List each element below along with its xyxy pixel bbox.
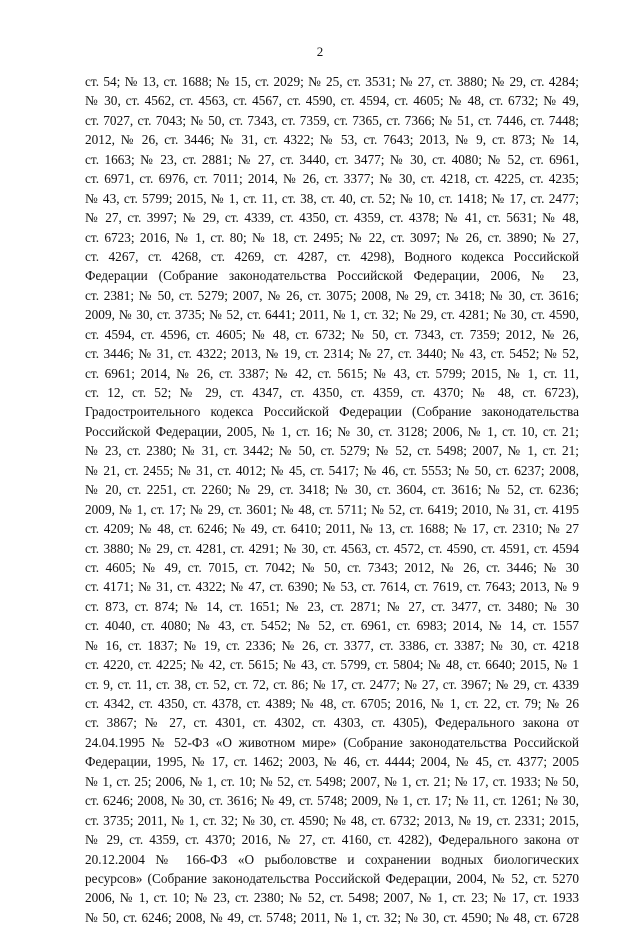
text-line: № 20, ст. 2251, ст. 2260; № 29, ст. 3418; № 30, ст. 3604, ст. 3616; № 52, ст. 6236;: [85, 482, 579, 498]
text-line: № 16, ст. 1837; № 19, ст. 2336; № 26, ст. 3377, ст. 3386, ст. 3387; № 30, ст. 4218: [85, 637, 579, 653]
text-line: ст. 873, ст. 874; № 14, ст. 1651; № 23, ст. 2871; № 27, ст. 3477, ст. 3480; № 30: [85, 598, 579, 614]
text-line: ст. 2381; № 50, ст. 5279; 2007, № 26, ст. 3075; 2008, № 29, ст. 3418; № 30, ст. 3616;: [85, 287, 579, 303]
text-line: ст. 4040, ст. 4080; № 43, ст. 5452; № 52, ст. 6961, ст. 6983; 2014, № 14, ст. 1557: [85, 618, 579, 634]
text-line: № 27, ст. 3997; № 29, ст. 4339, ст. 4350, ст. 4359, ст. 4378; № 41, ст. 5631; № 48,: [85, 210, 579, 226]
text-line: 2009, № 1, ст. 17; № 29, ст. 3601; № 48, ст. 5711; № 52, ст. 6419; 2010, № 31, ст. 4195: [85, 501, 579, 517]
text-line: № 21, ст. 2455; № 31, ст. 4012; № 45, ст. 5417; № 46, ст. 5553; № 50, ст. 6237; 2008,: [85, 462, 579, 478]
text-line: ст. 3446; № 31, ст. 4322; 2013, № 19, ст. 2314; № 27, ст. 3440; № 43, ст. 5452; № 52,: [85, 346, 579, 362]
text-line: Градостроительного кодекса Российской Федерации (Собрание законодательства: [85, 404, 579, 420]
text-line: № 29, ст. 4359, ст. 4370; 2016, № 27, ст. 4160, ст. 4282), Федерального закона от: [85, 832, 579, 848]
text-line: ст. 6971, ст. 6976, ст. 7011; 2014, № 26, ст. 3377; № 30, ст. 4218, ст. 4225, ст. 4235;: [85, 171, 579, 187]
text-line: Федерации (Собрание законодательства Российской Федерации, 2006, № 23,: [85, 268, 579, 284]
text-line: ст. 3880; № 29, ст. 4281, ст. 4291; № 30, ст. 4563, ст. 4572, ст. 4590, ст. 4591, ст. 4594: [85, 540, 579, 556]
page-number: 2: [316, 44, 324, 59]
text-line: № 50, ст. 6246; 2008, № 49, ст. 5748; 2011, № 1, ст. 32; № 30, ст. 4590; № 48, ст. 6728: [85, 909, 579, 925]
text-line: ст. 4209; № 48, ст. 6246; № 49, ст. 6410; 2011, № 13, ст. 1688; № 17, ст. 2310; № 27: [85, 521, 579, 537]
text-line: ст. 6723; 2016, № 1, ст. 80; № 18, ст. 2495; № 22, ст. 3097; № 26, ст. 3890; № 27,: [85, 229, 579, 245]
text-line: № 30, ст. 4562, ст. 4563, ст. 4567, ст. 4590, ст. 4594, ст. 4605; № 48, ст. 6732; № 49,: [85, 93, 579, 109]
text-line: ресурсов» (Собрание законодательства Российской Федерации, 2004, № 52, ст. 5270: [85, 870, 579, 886]
text-line: 2006, № 1, ст. 10; № 23, ст. 2380; № 52, ст. 5498; 2007, № 1, ст. 23; № 17, ст. 1933: [85, 890, 579, 906]
text-line: ст. 12, ст. 52; № 29, ст. 4347, ст. 4350, ст. 4359, ст. 4370; № 48, ст. 6723),: [85, 385, 579, 400]
text-line: ст. 4171; № 31, ст. 4322; № 47, ст. 6390; № 53, ст. 7614, ст. 7619, ст. 7643; 2013, № 9: [85, 579, 579, 595]
text-line: 2009, № 30, ст. 3735; № 52, ст. 6441; 2011, № 1, ст. 32; № 29, ст. 4281; № 30, ст. 4590,: [85, 307, 579, 323]
text-line: ст. 4220, ст. 4225; № 42, ст. 5615; № 43, ст. 5799, ст. 5804; № 48, ст. 6640; 2015, № 1: [85, 657, 579, 673]
text-line: ст. 3735; 2011, № 1, ст. 32; № 30, ст. 4590; № 48, ст. 6732; 2013, № 19, ст. 2331; 2015,: [85, 812, 579, 828]
body-text: [85, 72, 579, 927]
text-line: ст. 4342, ст. 4350, ст. 4378, ст. 4389; № 48, ст. 6705; 2016, № 1, ст. 22, ст. 79; № 26: [85, 696, 579, 711]
text-line: ст. 54; № 13, ст. 1688; № 15, ст. 2029; № 25, ст. 3531; № 27, ст. 3880; № 29, ст. 4284;: [85, 74, 579, 89]
text-line: Федерации, 1995, № 17, ст. 1462; 2003, № 46, ст. 4444; 2004, № 45, ст. 4377; 2005: [85, 754, 579, 770]
text-line: ст. 4267, ст. 4268, ст. 4269, ст. 4287, ст. 4298), Водного кодекса Российской: [85, 248, 579, 264]
text-line: ст. 4594, ст. 4596, ст. 4605; № 48, ст. 6732; № 50, ст. 7343, ст. 7359; 2012, № 26,: [85, 326, 579, 342]
text-line: ст. 3867; № 27, ст. 4301, ст. 4302, ст. 4303, ст. 4305), Федерального закона от: [85, 715, 579, 731]
text-line: ст. 7027, ст. 7043; № 50, ст. 7343, ст. 7359, ст. 7365, ст. 7366; № 51, ст. 7446, ст. 7448;: [85, 112, 579, 128]
text-line: № 23, ст. 2380; № 31, ст. 3442; № 50, ст. 5279; № 52, ст. 5498; 2007, № 1, ст. 21;: [85, 443, 579, 459]
text-line: № 1, ст. 25; 2006, № 1, ст. 10; № 52, ст. 5498; 2007, № 1, ст. 21; № 17, ст. 1933; № 50,: [85, 773, 579, 789]
text-line: 20.12.2004 № 166-ФЗ «О рыболовстве и сохранении водных биологических: [85, 851, 579, 867]
text-line: ст. 9, ст. 11, ст. 38, ст. 52, ст. 72, ст. 86; № 17, ст. 2477; № 27, ст. 3967; № 29, ст. 4339: [85, 676, 579, 692]
text-line: № 43, ст. 5799; 2015, № 1, ст. 11, ст. 38, ст. 40, ст. 52; № 10, ст. 1418; № 17, ст. 2477;: [85, 190, 579, 206]
text-line: 2012, № 26, ст. 3446; № 31, ст. 4322; № 53, ст. 7643; 2013, № 9, ст. 873; № 14,: [85, 132, 579, 148]
text-line: ст. 4605; № 49, ст. 7015, ст. 7042; № 50, ст. 7343; 2012, № 26, ст. 3446; № 30: [85, 559, 579, 575]
text-line: ст. 6246; 2008, № 30, ст. 3616; № 49, ст. 5748; 2009, № 1, ст. 17; № 11, ст. 1261; № 30,: [85, 793, 579, 809]
text-line: Российской Федерации, 2005, № 1, ст. 16; № 30, ст. 3128; 2006, № 1, ст. 10, ст. 21;: [85, 423, 579, 439]
text-line: ст. 6961; 2014, № 26, ст. 3387; № 42, ст. 5615; № 43, ст. 5799; 2015, № 1, ст. 11,: [85, 365, 579, 381]
text-line: 24.04.1995 № 52-ФЗ «О животном мире» (Собрание законодательства Российской: [85, 734, 579, 750]
text-line: ст. 1663; № 23, ст. 2881; № 27, ст. 3440, ст. 3477; № 30, ст. 4080; № 52, ст. 6961,: [85, 151, 579, 167]
